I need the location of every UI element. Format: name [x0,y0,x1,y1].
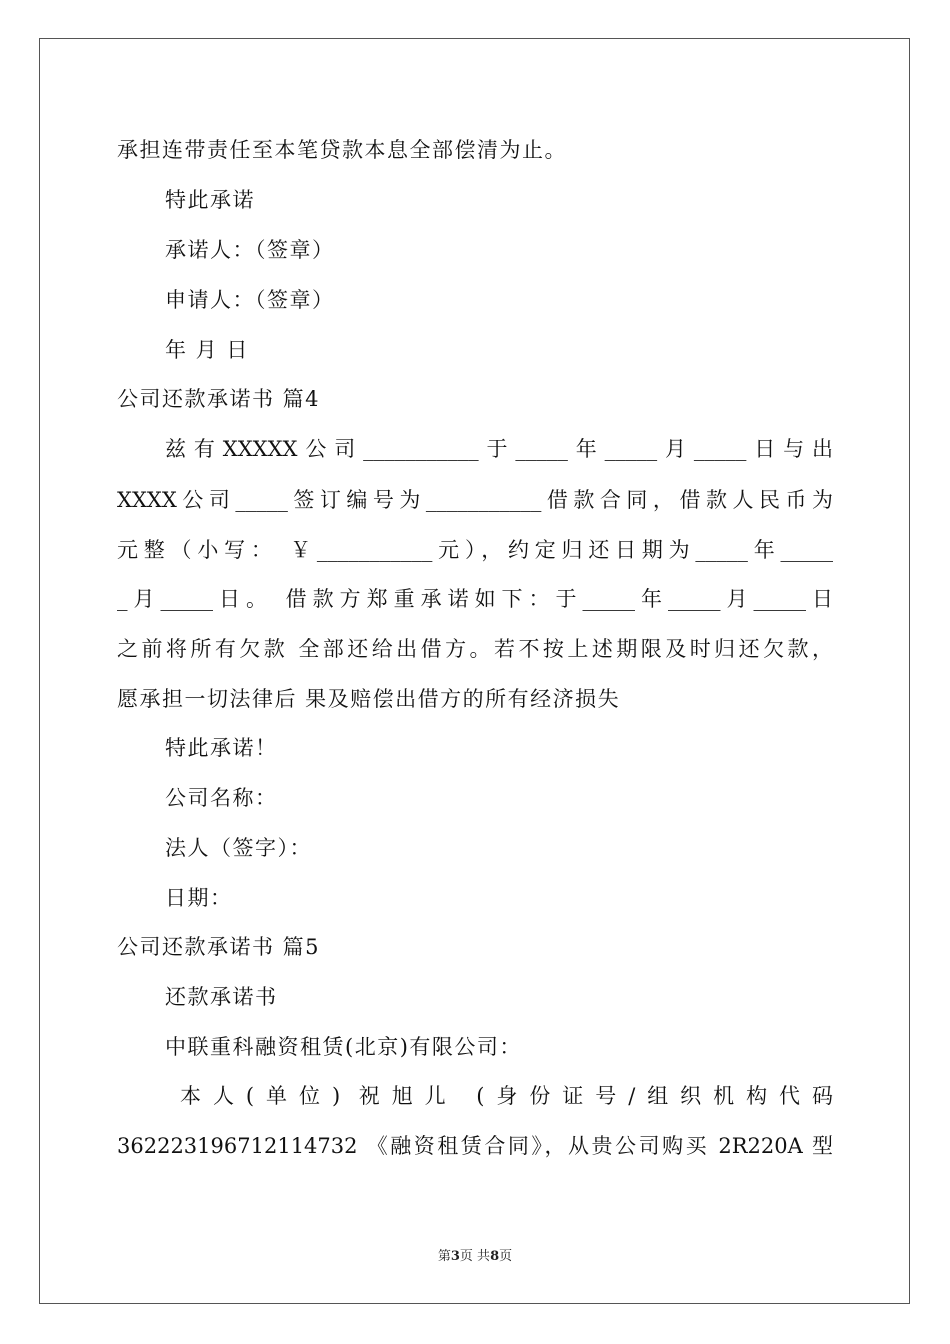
text-line: 申请人：（签章） [165,288,335,312]
text-line: 年 月 日 [165,338,249,362]
text-line: 特此承诺 [165,188,255,212]
footer-prefix: 第 [437,1249,451,1264]
text-line: 愿承担一切法律后 果及赔偿出借方的所有经济损失 [117,687,621,711]
section-heading: 公司还款承诺书 篇4 [117,387,321,411]
footer-page-number: 3 [450,1249,460,1264]
text-line: 本人(单位) 祝旭儿 (身份证号/组织机构代码 [180,1084,833,1108]
text-line: 兹有XXXXX公司___________于_____年_____月_____日与出 [165,437,833,461]
text-line: _月_____日。 借款方郑重承诺如下：于_____年_____月_____日 [117,587,833,611]
text-line: XXXX公司_____签订编号为___________借款合同，借款人民币为 [117,488,833,512]
page-footer [0,1245,950,1264]
text-line: 还款承诺书 [165,985,278,1009]
footer-page-total: 8 [490,1249,500,1264]
text-line: 之前将所有欠款 全部还给出借方。若不按上述期限及时归还欠款， [117,637,833,661]
text-line: 特此承诺！ [165,736,278,760]
text-line: 承担连带责任至本笔贷款本息全部偿清为止。 [117,138,567,162]
text-line: 元整（小写： ￥___________元），约定归还日期为_____年_____ [117,538,833,562]
footer-mid: 页 共 [459,1249,491,1264]
text-line: 法人（签字）： [165,836,312,860]
footer-suffix: 页 [499,1249,513,1264]
section-heading: 公司还款承诺书 篇5 [117,935,321,959]
text-line: 公司名称： [165,786,278,810]
text-line: 日期： [165,886,233,910]
text-line: 中联重科融资租赁(北京)有限公司： [165,1035,522,1059]
text-line: 承诺人：（签章） [165,238,335,262]
page-border [39,38,910,1304]
text-line: 362223196712114732 《融资租赁合同》，从贵公司购买 2R220A 型 [117,1134,833,1158]
